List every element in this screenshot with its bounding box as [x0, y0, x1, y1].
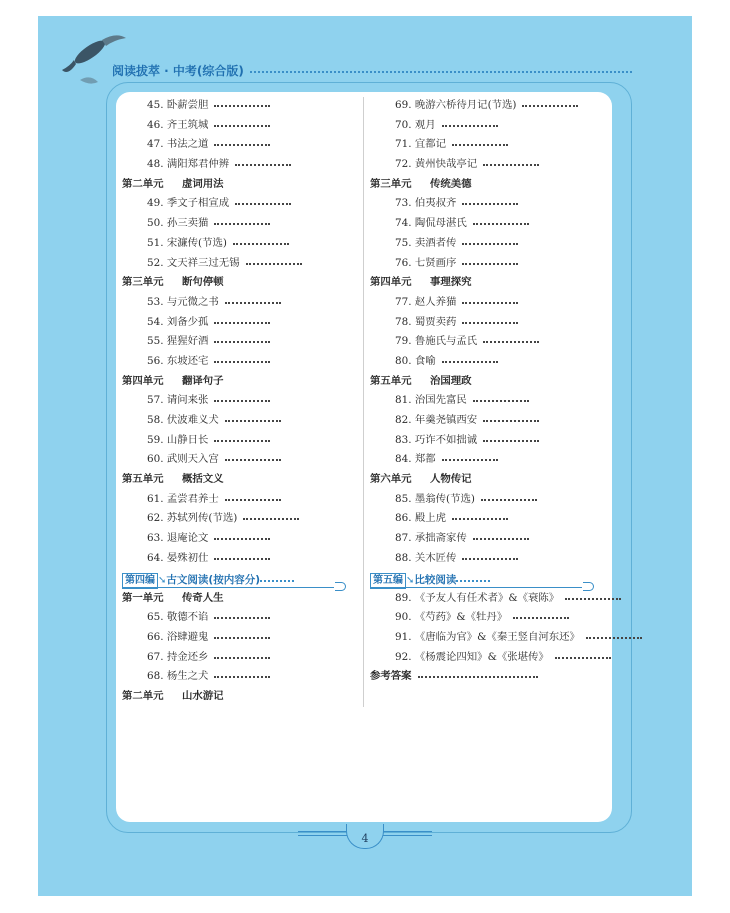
- entry-title: 苏轼列传(节选): [166, 512, 238, 525]
- entry-number: 65.: [147, 611, 164, 624]
- toc-entry[interactable]: [122, 116, 362, 136]
- unit-title: 断句停顿: [182, 276, 224, 289]
- leader-dots: [225, 492, 281, 501]
- leader-dots: [513, 610, 569, 619]
- entry-title: 《予友人有任术者》&《衰陈》: [414, 591, 560, 604]
- entry-number: 73.: [395, 197, 412, 210]
- toc-entry[interactable]: [370, 490, 610, 510]
- answers-title: 参考答案: [370, 670, 412, 683]
- entry-title: 猩猩好酒: [166, 335, 209, 348]
- part-title: 比较阅读: [414, 573, 457, 586]
- leader-dots: [483, 413, 539, 422]
- entry-title: 齐王筑城: [166, 118, 209, 131]
- unit-label: 第四单元: [122, 374, 164, 387]
- entry-number: 64.: [147, 551, 164, 564]
- leader-dots: [586, 630, 642, 639]
- leader-dots: [483, 433, 539, 442]
- unit-label: 第五单元: [370, 374, 412, 387]
- part-heading: [370, 571, 610, 589]
- page-footer: [290, 824, 440, 854]
- toc-entry[interactable]: [122, 411, 362, 431]
- leader-dots: [214, 650, 270, 659]
- entry-number: 59.: [147, 433, 164, 446]
- entry-number: 86.: [395, 512, 412, 525]
- unit-heading: [122, 273, 362, 293]
- entry-number: 89.: [395, 591, 412, 604]
- entry-number: 60.: [147, 453, 164, 466]
- leader-dots: [555, 650, 611, 659]
- entry-number: 83.: [395, 433, 412, 446]
- entry-title: 陶侃母湛氏: [414, 217, 467, 230]
- entry-title: 《芍药》&《牡丹》: [414, 611, 508, 624]
- entry-number: 90.: [395, 611, 412, 624]
- toc-entry[interactable]: [122, 293, 362, 313]
- running-header: [112, 62, 632, 80]
- leader-dots: [483, 334, 539, 343]
- entry-number: 62.: [147, 512, 164, 525]
- entry-number: 75.: [395, 236, 412, 249]
- leader-dots: [225, 413, 281, 422]
- entry-number: 85.: [395, 492, 412, 505]
- header-title: 阅读拔萃 · 中考(综合版): [112, 64, 244, 78]
- entry-title: 武则天入宫: [166, 453, 219, 466]
- entry-number: 87.: [395, 532, 412, 545]
- leader-dots: [225, 452, 281, 461]
- column-divider: [363, 97, 364, 707]
- toc-entry[interactable]: [370, 549, 610, 569]
- toc-entry[interactable]: [122, 509, 362, 529]
- entry-number: 92.: [395, 650, 412, 663]
- entry-title: 食喻: [414, 354, 436, 367]
- toc-entry[interactable]: [122, 234, 362, 254]
- toc-entry[interactable]: [370, 332, 610, 352]
- entry-number: 72.: [395, 158, 412, 171]
- leader-dots: [214, 630, 270, 639]
- entry-number: 49.: [147, 197, 164, 210]
- toc-entry[interactable]: [122, 214, 362, 234]
- unit-title: 治国理政: [430, 374, 472, 387]
- toc-entry[interactable]: [370, 608, 610, 628]
- leader-dots: [418, 669, 538, 678]
- leader-dots: [452, 137, 508, 146]
- entry-number: 66.: [147, 630, 164, 643]
- entry-title: 退庵论文: [166, 532, 209, 545]
- entry-number: 80.: [395, 354, 412, 367]
- entry-title: 黄州快哉亭记: [414, 158, 478, 171]
- leader-dots: [462, 551, 518, 560]
- unit-label: 第三单元: [370, 177, 412, 190]
- unit-title: 山水游记: [182, 689, 224, 702]
- unit-heading: [370, 372, 610, 392]
- arrow-icon: ➘: [158, 574, 167, 586]
- entry-title: 关木匠传: [414, 551, 457, 564]
- entry-number: 48.: [147, 158, 164, 171]
- entry-title: 文天祥三过无锡: [166, 256, 240, 269]
- toc-entry[interactable]: [370, 628, 610, 648]
- leader-dots: [481, 492, 537, 501]
- unit-label: 第二单元: [122, 177, 164, 190]
- entry-title: 伏波难义犬: [166, 414, 219, 426]
- entry-title: 墨翁传(节选): [414, 492, 475, 505]
- leader-dots: [456, 573, 490, 582]
- leader-dots: [214, 216, 270, 225]
- entry-title: 敬德不谄: [166, 611, 209, 624]
- unit-title: 事理探究: [430, 276, 472, 289]
- toc-entry[interactable]: [370, 529, 610, 549]
- unit-label: 第三单元: [122, 276, 164, 289]
- entry-title: 孙三卖猫: [166, 217, 209, 230]
- toc-entry[interactable]: [122, 391, 362, 411]
- unit-title: 虚词用法: [182, 177, 224, 190]
- leader-dots: [214, 98, 270, 107]
- unit-label: 第六单元: [370, 473, 412, 486]
- entry-title: 《杨震论四知》&《张堪传》: [414, 650, 549, 663]
- entry-title: 与元微之书: [166, 295, 219, 308]
- toc-entry[interactable]: [122, 431, 362, 451]
- toc-entry[interactable]: [370, 411, 610, 431]
- entry-title: 鲁施氏与孟氏: [414, 335, 478, 348]
- entry-title: 治国先富民: [414, 394, 467, 407]
- leader-dots: [483, 157, 539, 166]
- leader-dots: [462, 315, 518, 324]
- unit-heading: [122, 470, 362, 490]
- leader-dots: [243, 511, 299, 520]
- toc-entry[interactable]: [122, 549, 362, 569]
- unit-label: 第二单元: [122, 689, 164, 702]
- answer-key-entry[interactable]: [370, 667, 610, 687]
- leader-dots: [462, 236, 518, 245]
- leader-dots: [473, 393, 529, 402]
- leader-dots: [235, 157, 291, 166]
- entry-number: 45.: [147, 99, 164, 111]
- unit-heading: [122, 372, 362, 392]
- entry-title: 杨生之犬: [166, 670, 209, 683]
- header-dotted-rule: [250, 71, 632, 73]
- entry-title: 七贤画序: [414, 256, 457, 269]
- unit-heading: [122, 175, 362, 195]
- leader-dots: [214, 610, 270, 619]
- unit-label: 第一单元: [122, 591, 164, 604]
- leader-dots: [214, 334, 270, 343]
- toc-entry[interactable]: [122, 332, 362, 352]
- leader-dots: [442, 452, 498, 461]
- entry-number: 81.: [395, 394, 412, 407]
- toc-entry[interactable]: [122, 490, 362, 510]
- entry-title: 宋濂传(节选): [166, 236, 227, 249]
- entry-number: 46.: [147, 118, 164, 131]
- entry-title: 蜀贾卖药: [414, 315, 457, 328]
- leader-dots: [214, 118, 270, 127]
- entry-title: 晏殊初仕: [166, 551, 209, 564]
- part-title: 古文阅读(按内容分): [166, 573, 260, 586]
- leader-dots: [214, 315, 270, 324]
- entry-number: 63.: [147, 532, 164, 545]
- toc-entry[interactable]: [370, 313, 610, 333]
- part-underline: [122, 587, 334, 588]
- entry-title: 山静日长: [166, 433, 209, 446]
- unit-label: 第五单元: [122, 473, 164, 486]
- entry-number: 57.: [147, 394, 164, 407]
- entry-number: 77.: [395, 295, 412, 308]
- leader-dots: [246, 256, 302, 265]
- unit-title: 传统美德: [430, 177, 472, 190]
- toc-entry[interactable]: [370, 293, 610, 313]
- toc-entry[interactable]: [370, 648, 610, 668]
- leader-dots: [452, 511, 508, 520]
- entry-number: 54.: [147, 315, 164, 328]
- entry-number: 79.: [395, 335, 412, 348]
- entry-title: 承拙斋家传: [414, 532, 467, 545]
- entry-number: 70.: [395, 118, 412, 131]
- leader-dots: [214, 137, 270, 146]
- entry-number: 82.: [395, 414, 412, 426]
- leader-dots: [442, 118, 498, 127]
- leader-dots: [442, 354, 498, 363]
- entry-number: 52.: [147, 256, 164, 269]
- entry-number: 88.: [395, 551, 412, 564]
- entry-number: 69.: [395, 99, 412, 111]
- entry-title: 刘备少孤: [166, 315, 209, 328]
- toc-entry[interactable]: [370, 450, 610, 470]
- toc-right-column: [370, 96, 610, 687]
- part-label: 第五编: [370, 573, 406, 589]
- entry-number: 78.: [395, 315, 412, 328]
- toc-entry[interactable]: [370, 391, 610, 411]
- leader-dots: [214, 393, 270, 402]
- entry-title: 浴肆避鬼: [166, 630, 209, 643]
- toc-entry[interactable]: [370, 589, 610, 609]
- toc-entry[interactable]: [122, 96, 362, 116]
- leader-dots: [462, 295, 518, 304]
- unit-label: 第四单元: [370, 276, 412, 289]
- toc-entry[interactable]: [122, 648, 362, 668]
- entry-number: 67.: [147, 650, 164, 663]
- toc-left-column: [122, 96, 362, 707]
- entry-title: 《唐临为官》&《秦王竖自河东还》: [414, 630, 580, 643]
- unit-title: 人物传记: [430, 473, 472, 486]
- toc-entry[interactable]: [122, 352, 362, 372]
- toc-entry[interactable]: [370, 155, 610, 175]
- entry-title: 宜都记: [414, 138, 447, 151]
- unit-heading: [122, 589, 362, 609]
- leader-dots: [233, 236, 289, 245]
- page-number: 4: [361, 832, 369, 845]
- part-heading: [122, 571, 362, 589]
- toc-entry[interactable]: [122, 254, 362, 274]
- toc-entry[interactable]: [370, 214, 610, 234]
- leader-dots: [565, 591, 621, 600]
- entry-title: 伯夷叔齐: [414, 197, 457, 210]
- unit-title: 翻译句子: [182, 374, 224, 387]
- footer-rule-left: [298, 831, 350, 836]
- leader-dots: [473, 531, 529, 540]
- leader-dots: [214, 354, 270, 363]
- toc-entry[interactable]: [122, 628, 362, 648]
- toc-entry[interactable]: [370, 431, 610, 451]
- leader-dots: [462, 196, 518, 205]
- leader-dots: [214, 433, 270, 442]
- leader-dots: [473, 216, 529, 225]
- part-underline: [370, 587, 582, 588]
- unit-heading: [370, 175, 610, 195]
- entry-number: 51.: [147, 236, 164, 249]
- toc-entry[interactable]: [370, 194, 610, 214]
- entry-number: 68.: [147, 670, 164, 683]
- leader-dots: [214, 531, 270, 540]
- entry-title: 卧薪尝胆: [166, 99, 209, 111]
- toc-entry[interactable]: [370, 135, 610, 155]
- leader-dots: [462, 256, 518, 265]
- footer-rule-right: [380, 831, 432, 836]
- leader-dots: [214, 551, 270, 560]
- toc-entry[interactable]: [122, 194, 362, 214]
- toc-entry[interactable]: [122, 529, 362, 549]
- entry-number: 76.: [395, 256, 412, 269]
- entry-title: 晚游六桥待月记(节选): [414, 99, 517, 111]
- entry-title: 卖酒者传: [414, 236, 457, 249]
- entry-number: 50.: [147, 217, 164, 230]
- toc-entry[interactable]: [122, 313, 362, 333]
- toc-entry[interactable]: [122, 450, 362, 470]
- koi-fish-icon: [60, 30, 130, 90]
- entry-title: 书法之道: [166, 138, 209, 151]
- toc-entry[interactable]: [370, 234, 610, 254]
- toc-entry[interactable]: [122, 608, 362, 628]
- entry-title: 季文子相宣成: [166, 197, 230, 210]
- part-label: 第四编: [122, 573, 158, 589]
- entry-number: 58.: [147, 414, 164, 426]
- toc-entry[interactable]: [122, 135, 362, 155]
- entry-title: 殿上虎: [414, 512, 447, 525]
- arrow-icon: ➘: [406, 574, 415, 586]
- leader-dots: [522, 98, 578, 107]
- entry-title: 孟尝君养士: [166, 492, 219, 505]
- leader-dots: [260, 573, 294, 582]
- entry-number: 84.: [395, 453, 412, 466]
- entry-number: 61.: [147, 492, 164, 505]
- entry-number: 91.: [395, 630, 412, 643]
- toc-entry[interactable]: [370, 116, 610, 136]
- entry-title: 持金还乡: [166, 650, 209, 663]
- unit-title: 传奇人生: [182, 591, 224, 604]
- toc-entry[interactable]: [370, 509, 610, 529]
- entry-number: 55.: [147, 335, 164, 348]
- entry-number: 47.: [147, 138, 164, 151]
- entry-title: 东坡还宅: [166, 354, 209, 367]
- toc-entry[interactable]: [370, 254, 610, 274]
- unit-heading: [370, 470, 610, 490]
- entry-number: 53.: [147, 295, 164, 308]
- leader-dots: [235, 196, 291, 205]
- entry-title: 巧诈不如拙诚: [414, 433, 478, 446]
- entry-number: 56.: [147, 354, 164, 367]
- entry-title: 年羹尧镇西安: [414, 414, 478, 426]
- entry-title: 观月: [414, 118, 436, 131]
- toc-entry[interactable]: [122, 155, 362, 175]
- unit-heading: [370, 273, 610, 293]
- toc-entry[interactable]: [370, 352, 610, 372]
- entry-title: 赵人养猫: [414, 295, 457, 308]
- unit-title: 概括文义: [182, 473, 224, 486]
- leader-dots: [225, 295, 281, 304]
- entry-number: 74.: [395, 217, 412, 230]
- entry-number: 71.: [395, 138, 412, 151]
- unit-heading: [122, 687, 362, 707]
- leader-dots: [214, 669, 270, 678]
- toc-entry[interactable]: [122, 667, 362, 687]
- entry-title: 郑都: [414, 453, 436, 466]
- entry-title: 请问来张: [166, 394, 209, 407]
- toc-entry[interactable]: [370, 96, 610, 116]
- entry-title: 满阳郑君仲辨: [166, 158, 230, 171]
